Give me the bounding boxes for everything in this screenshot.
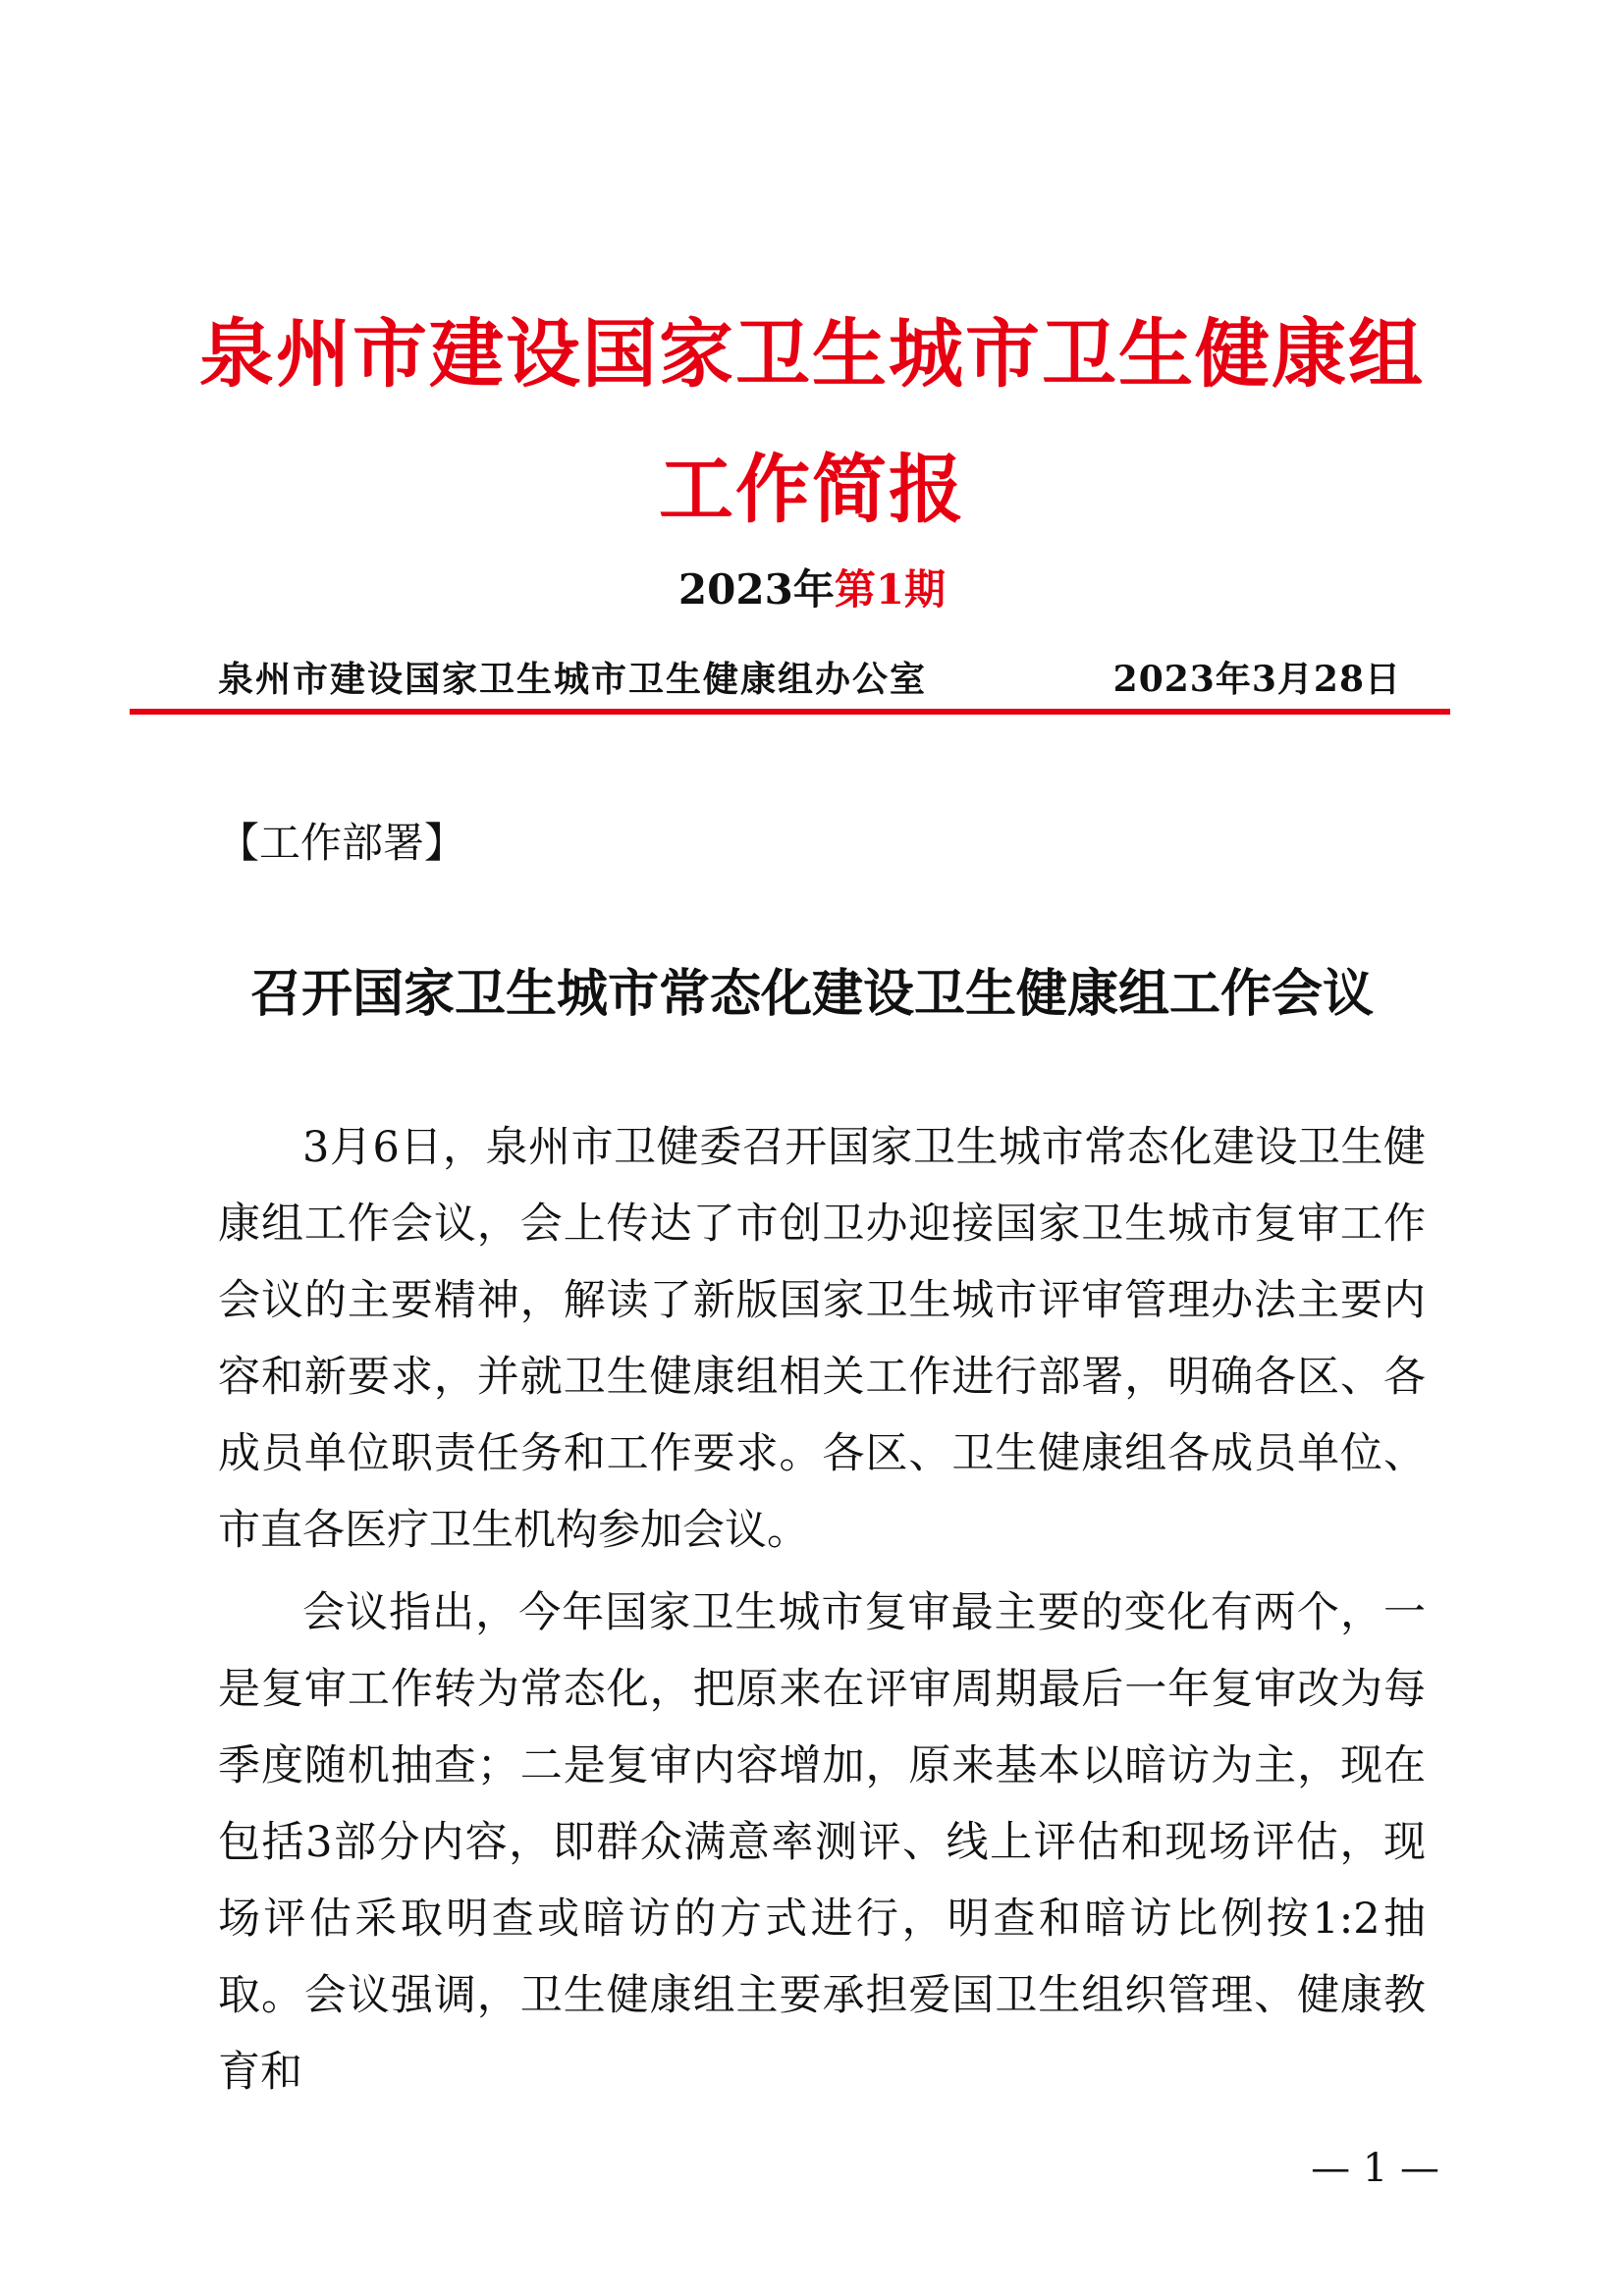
section-label: 【工作部署】: [218, 819, 466, 867]
masthead-meta: [218, 652, 1401, 701]
article-body: [218, 1109, 1426, 2116]
bulletin-title-line2: 工作简报: [659, 446, 965, 533]
issue-index: 第1期: [834, 565, 947, 614]
issue-number: [0, 558, 1624, 616]
issue-date: 2023年3月28日: [1112, 659, 1401, 700]
bulletin-title-line1: 泉州市建设国家卫生城市卫生健康组: [199, 310, 1425, 398]
issuing-office: 泉州市建设国家卫生城市卫生健康组办公室: [218, 659, 928, 700]
article-paragraph: 会议指出，今年国家卫生城市复审最主要的变化有两个，一是复审工作转为常态化，把原来在评审周期最后一年复审改为每季度随机抽查；二是复审内容增加，原来基本以暗访为主，现在包括3部分内容，即群众满意率测评、线上评估和现场评估，现场评估采取明查或暗访的方式进行，明查和暗访比例按1:2抽取。会议强调，卫生健康组主要承担爱国卫生组织管理、健康教育和: [218, 1588, 1426, 2097]
issue-year: 2023年: [677, 565, 835, 614]
page-number: — 1 —: [1311, 2146, 1439, 2191]
article-title: 召开国家卫生城市常态化建设卫生健康组工作会议: [249, 964, 1374, 1024]
article-paragraph: 3月6日，泉州市卫健委召开国家卫生城市常态化建设卫生健康组工作会议，会上传达了市创卫办迎接国家卫生城市复审工作会议的主要精神，解读了新版国家卫生城市评审管理办法主要内容和新要求，并就卫生健康组相关工作进行部署，明确各区、各成员单位职责任务和工作要求。各区、卫生健康组各成员单位、市直各医疗卫生机构参加会议。: [218, 1123, 1426, 1555]
red-divider-rule: [130, 709, 1450, 715]
